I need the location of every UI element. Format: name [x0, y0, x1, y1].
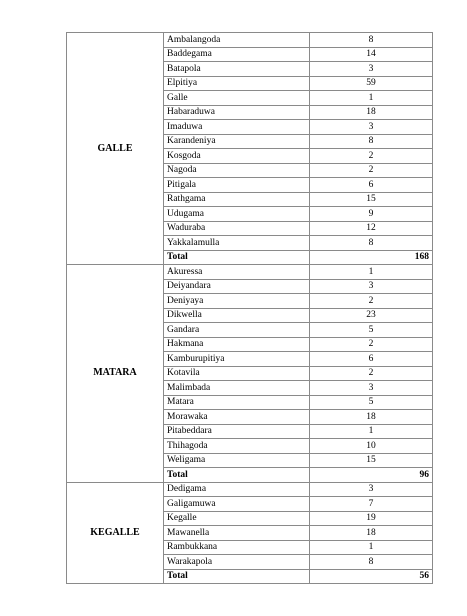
place-name-cell: Karandeniya: [164, 134, 310, 149]
count-cell: 8: [310, 236, 433, 251]
count-cell: 18: [310, 526, 433, 541]
count-cell: 19: [310, 511, 433, 526]
table-row: [67, 482, 433, 497]
total-label: Total: [164, 468, 310, 483]
count-cell: 1: [310, 540, 433, 555]
place-name-cell: Deiyandara: [164, 279, 310, 294]
place-name-cell: Imaduwa: [164, 120, 310, 135]
place-name-cell: Pitabeddara: [164, 424, 310, 439]
count-cell: 2: [310, 294, 433, 309]
count-cell: 2: [310, 366, 433, 381]
place-name-cell: Kosgoda: [164, 149, 310, 164]
place-name-cell: Akuressa: [164, 265, 310, 280]
count-cell: 3: [310, 279, 433, 294]
district-name-kegalle: KEGALLE: [67, 482, 164, 584]
place-name-cell: Kamburupitiya: [164, 352, 310, 367]
place-name-cell: Habaraduwa: [164, 105, 310, 120]
count-cell: 59: [310, 76, 433, 91]
count-cell: 18: [310, 105, 433, 120]
count-cell: 5: [310, 323, 433, 338]
place-name-cell: Galigamuwa: [164, 497, 310, 512]
place-name-cell: Matara: [164, 395, 310, 410]
count-cell: 3: [310, 381, 433, 396]
place-name-cell: Kegalle: [164, 511, 310, 526]
count-cell: 3: [310, 482, 433, 497]
place-name-cell: Baddegama: [164, 47, 310, 62]
count-cell: 10: [310, 439, 433, 454]
count-cell: 15: [310, 453, 433, 468]
place-name-cell: Udugama: [164, 207, 310, 222]
total-value: 56: [310, 569, 433, 584]
count-cell: 1: [310, 265, 433, 280]
place-name-cell: Hakmana: [164, 337, 310, 352]
count-cell: 8: [310, 134, 433, 149]
place-name-cell: Nagoda: [164, 163, 310, 178]
count-cell: 5: [310, 395, 433, 410]
total-value: 96: [310, 468, 433, 483]
place-name-cell: Yakkalamulla: [164, 236, 310, 251]
district-name-galle: GALLE: [67, 33, 164, 265]
district-name-matara: MATARA: [67, 265, 164, 483]
count-cell: 6: [310, 352, 433, 367]
place-name-cell: Gandara: [164, 323, 310, 338]
count-cell: 15: [310, 192, 433, 207]
place-name-cell: Kotavila: [164, 366, 310, 381]
count-cell: 1: [310, 91, 433, 106]
count-cell: 12: [310, 221, 433, 236]
district-table-body: [67, 33, 433, 584]
count-cell: 9: [310, 207, 433, 222]
count-cell: 2: [310, 149, 433, 164]
count-cell: 2: [310, 163, 433, 178]
place-name-cell: Dedigama: [164, 482, 310, 497]
total-value: 168: [310, 250, 433, 265]
place-name-cell: Rathgama: [164, 192, 310, 207]
place-name-cell: Waduraba: [164, 221, 310, 236]
place-name-cell: Weligama: [164, 453, 310, 468]
place-name-cell: Elpitiya: [164, 76, 310, 91]
place-name-cell: Galle: [164, 91, 310, 106]
count-cell: 2: [310, 337, 433, 352]
place-name-cell: Rambukkana: [164, 540, 310, 555]
count-cell: 8: [310, 555, 433, 570]
count-cell: 14: [310, 47, 433, 62]
total-label: Total: [164, 569, 310, 584]
place-name-cell: Thihagoda: [164, 439, 310, 454]
place-name-cell: Warakapola: [164, 555, 310, 570]
count-cell: 3: [310, 120, 433, 135]
place-name-cell: Batapola: [164, 62, 310, 77]
place-name-cell: Pitigala: [164, 178, 310, 193]
place-name-cell: Malimbada: [164, 381, 310, 396]
count-cell: 7: [310, 497, 433, 512]
count-cell: 23: [310, 308, 433, 323]
total-label: Total: [164, 250, 310, 265]
district-table: [66, 32, 433, 584]
place-name-cell: Deniyaya: [164, 294, 310, 309]
place-name-cell: Dikwella: [164, 308, 310, 323]
place-name-cell: Morawaka: [164, 410, 310, 425]
table-row: [67, 33, 433, 48]
count-cell: 6: [310, 178, 433, 193]
place-name-cell: Ambalangoda: [164, 33, 310, 48]
count-cell: 1: [310, 424, 433, 439]
count-cell: 8: [310, 33, 433, 48]
count-cell: 18: [310, 410, 433, 425]
place-name-cell: Mawanella: [164, 526, 310, 541]
table-row: [67, 265, 433, 280]
count-cell: 3: [310, 62, 433, 77]
